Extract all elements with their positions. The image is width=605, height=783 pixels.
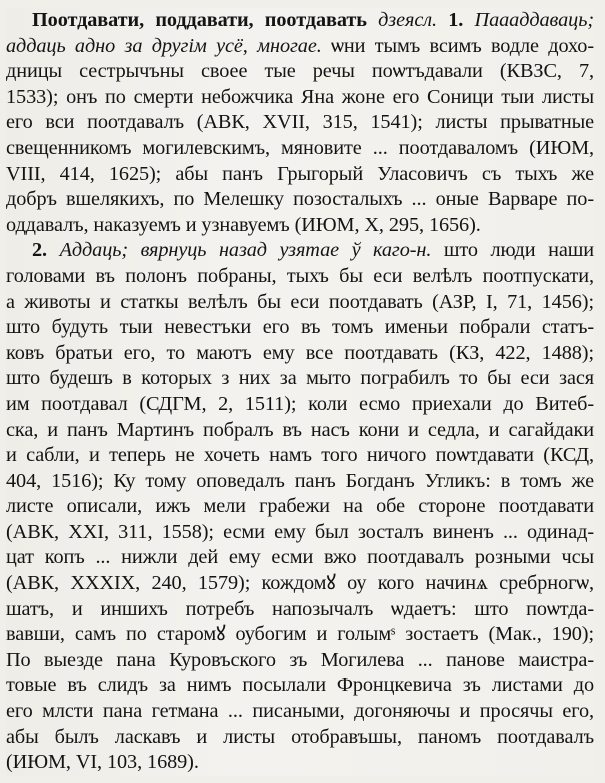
entry-text-run: што будешъ в которых з них за мыто пограбилъ то бы еси зася [6,367,594,390]
entry-line-21 [6,520,594,546]
entry-text-run: а животы и статкы велѣлъ бы еси поотдавать (АЗР, І, 71, 1456); [6,290,594,313]
entry-line-4 [6,85,594,111]
entry-line-3 [6,59,594,85]
entry-line-8 [6,187,594,213]
entry-line-25 [6,622,594,648]
entry-text-run [437,9,448,31]
entry-line-28 [6,699,594,725]
entry-text-run: што люди наши [431,239,594,262]
entry-text-run: (ИЮМ, VI, 103, 1689). [6,751,199,774]
entry-line-14 [6,341,594,367]
dictionary-entry [6,8,594,776]
entry-text-run [367,9,378,31]
entry-text-run [47,239,60,261]
entry-text-run: 404, 1516); Ку тому оповедалъ панъ Богданъ Угликъ: в томъ же [6,469,594,492]
entry-line-10 [6,238,594,264]
entry-text-run: цат копъ ... нижли дей ему есми вжо поотдавалъ розными чсы [6,546,594,569]
entry-text-run: што будуть тыи невестъки его въ томъ именьи побрали статъ- [6,316,594,339]
entry-text-run: свещенникомъ могилевскимъ, мяновите ... поотдаваломъ (ИЮМ, [6,136,594,159]
entry-text-run: шатъ, и иншихъ потребъ напозычалъ ѡдаетъ: што поѡтда- [6,597,594,620]
entry-text-run: дзеясл. [378,9,437,31]
entry-line-7 [6,162,594,188]
entry-line-24 [6,597,594,623]
entry-text-run: товые въ слидъ за нимъ посылали Фронцкевича зъ листами до [6,674,594,697]
entry-line-27 [6,673,594,699]
entry-text-run: VIII, 414, 1625); абы панъ Грыгорый Уласовичъ съ тыхъ же [6,162,594,185]
entry-text-run: аддаць адно за другім усё, многае. [6,34,322,57]
entry-line-23 [6,571,594,597]
entry-text-run: Поотдавати, поддавати, поотдавать [32,9,367,31]
entry-line-26 [6,648,594,674]
entry-line-12 [6,290,594,316]
entry-text-run: головами въ полонъ побраны, тыхъ бы еси велѣлъ поотпускати, [6,264,594,287]
entry-line-11 [6,264,594,290]
entry-text-run: (АВК, XXXIX, 240, 1579); кождомꙋ оу кого начинѧ сребрногѡ, [6,572,594,595]
entry-text-run: ѡни тымъ всимъ водле дохо- [321,34,594,57]
entry-line-9 [6,213,594,239]
entry-text-run: Паааддаваць; [474,9,594,31]
entry-line-30 [6,750,594,776]
entry-text-run: 1533); онъ по смерти небожчика Яна жоне его Соници тыи листы [6,85,594,108]
entry-text-run: его вси поотдавалъ (АВК, XVII, 315, 1541); листы прыватные [6,111,594,134]
entry-text-run: абы былъ ласкавъ и листы отобравъшы, паномъ поотдавалъ [6,725,594,748]
entry-text-run: 2. [32,239,48,262]
entry-text-run: добръ вшелякихъ, по Мелешку позосталыхъ ... оные Варваре по- [6,188,594,211]
entry-line-16 [6,392,594,418]
entry-line-18 [6,443,594,469]
entry-line-6 [6,136,594,162]
entry-line-1 [6,8,594,34]
entry-text-run: листе описали, ижъ мели грабежи на обе стороне поотдавати [6,495,594,518]
entry-text-run: (АВК, XXI, 311, 1558); есми ему был зосталъ виненъ ... одинад- [6,520,594,543]
entry-line-22 [6,545,594,571]
entry-line-2 [6,34,594,60]
entry-line-17 [6,418,594,444]
entry-text-run [463,9,474,31]
entry-line-13 [6,315,594,341]
entry-text-run: им поотдавал (СДГМ, 2, 1511); коли есмо приехали до Витеб- [6,392,594,415]
entry-text-run: его млсти пана гетмана ... писаными, догоняючы и просячы его, [6,700,594,723]
entry-text-run: ска, и панъ Мартинъ побралъ въ насъ кони и седла, и сагайдаки [6,418,594,441]
entry-text-run: ковъ братьи его, то маютъ ему все поотдавать (КЗ, 422, 1488); [6,341,594,364]
entry-line-29 [6,725,594,751]
dictionary-page [6,8,594,776]
entry-line-15 [6,366,594,392]
entry-line-20 [6,494,594,520]
entry-line-5 [6,110,594,136]
entry-text-run: Аддаць; вярнуць назад узятае ў каго-н. [59,239,432,262]
entry-line-19 [6,469,594,495]
entry-text-run: вавши, самъ по старомꙋ оубогим и голымˢ зостаетъ (Мак., 190); [6,623,594,646]
entry-text-run: 1. [448,9,464,31]
entry-text-run: По выезде пана Куровъского зъ Могилева ... панове маистра- [6,648,594,671]
entry-text-run: оддавалъ, наказуемъ и узнавуемъ (ИЮМ, X, 295, 1656). [6,213,481,236]
entry-text-run: дницы сестрычъны своее тые речы поѡтъдавали (КВЗС, 7, [6,60,594,83]
entry-text-run: и сабли, и теперь не хочеть намъ того ничого поѡтдавати (КСД, [6,444,594,467]
